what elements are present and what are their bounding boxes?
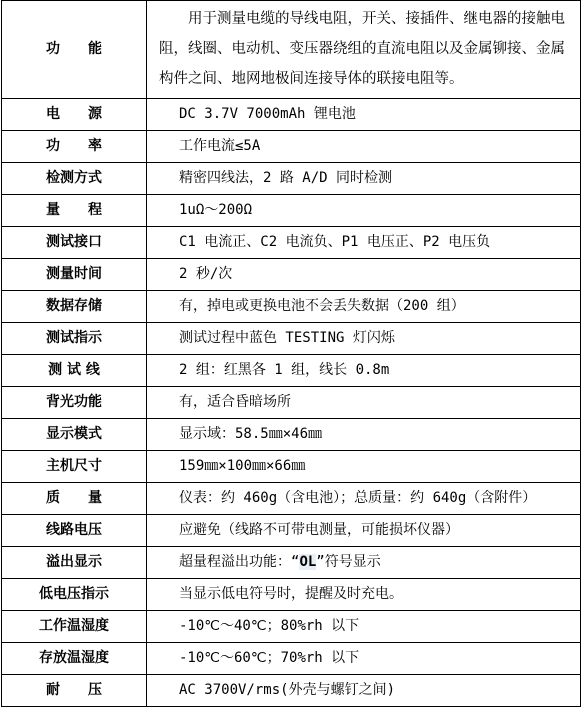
table-row — [2, 355, 581, 387]
row-label: 数据存储 — [2, 291, 147, 323]
table-row — [2, 643, 581, 675]
table-row — [2, 611, 581, 643]
table-row — [2, 515, 581, 547]
ol-symbol: OL — [299, 554, 317, 570]
overflow-text-pre: 超量程溢出功能：“ — [179, 554, 300, 570]
row-label: 主机尺寸 — [2, 451, 147, 483]
row-label: 测试接口 — [2, 227, 147, 259]
table-row — [2, 291, 581, 323]
table-row — [2, 195, 581, 227]
table-row — [2, 131, 581, 163]
row-label: 电 源 — [2, 99, 147, 131]
row-value: 1uΩ～200Ω — [147, 195, 581, 227]
row-label: 测 试 线 — [2, 355, 147, 387]
row-value: 应避免（线路不可带电测量，可能损坏仪器） — [147, 515, 581, 547]
row-value: -10℃～60℃；70%rh 以下 — [147, 643, 581, 675]
row-value: 工作电流≤5A — [147, 131, 581, 163]
table-row — [2, 579, 581, 611]
row-label: 低电压指示 — [2, 579, 147, 611]
table-row — [2, 1, 581, 99]
row-value: C1 电流正、C2 电流负、P1 电压正、P2 电压负 — [147, 227, 581, 259]
row-label: 存放温湿度 — [2, 643, 147, 675]
row-value: 精密四线法，2 路 A/D 同时检测 — [147, 163, 581, 195]
row-value: DC 3.7V 7000mAh 锂电池 — [147, 99, 581, 131]
table-row — [2, 387, 581, 419]
table-row — [2, 323, 581, 355]
row-value: -10℃～40℃；80%rh 以下 — [147, 611, 581, 643]
row-label: 线路电压 — [2, 515, 147, 547]
row-label: 检测方式 — [2, 163, 147, 195]
row-label: 背光功能 — [2, 387, 147, 419]
row-value: 159㎜×100㎜×66㎜ — [147, 451, 581, 483]
spec-table — [1, 0, 581, 707]
row-value: 有，掉电或更换电池不会丢失数据（200 组） — [147, 291, 581, 323]
row-label: 功 率 — [2, 131, 147, 163]
row-value: AC 3700V/rms(外壳与螺钉之间) — [147, 675, 581, 707]
row-label: 测试指示 — [2, 323, 147, 355]
table-row — [2, 547, 581, 579]
row-label: 耐 压 — [2, 675, 147, 707]
overflow-text-post: ”符号显示 — [316, 554, 381, 570]
table-row — [2, 259, 581, 291]
table-row — [2, 227, 581, 259]
table-row — [2, 675, 581, 707]
row-value: 2 秒/次 — [147, 259, 581, 291]
row-value: 测试过程中蓝色 TESTING 灯闪烁 — [147, 323, 581, 355]
table-row — [2, 419, 581, 451]
table-row — [2, 483, 581, 515]
row-value: 2 组：红黑各 1 组，线长 0.8m — [147, 355, 581, 387]
row-label: 溢出显示 — [2, 547, 147, 579]
row-label: 质 量 — [2, 483, 147, 515]
row-label: 工作温湿度 — [2, 611, 147, 643]
table-row — [2, 99, 581, 131]
row-value: 当显示低电符号时，提醒及时充电。 — [147, 579, 581, 611]
row-label: 量 程 — [2, 195, 147, 227]
row-value: 有，适合昏暗场所 — [147, 387, 581, 419]
row-value: 显示域：58.5㎜×46㎜ — [147, 419, 581, 451]
row-value — [147, 547, 581, 579]
row-label: 功 能 — [2, 1, 147, 99]
row-value: 仪表：约 460g（含电池）；总质量：约 640g（含附件） — [147, 483, 581, 515]
row-label: 显示模式 — [2, 419, 147, 451]
table-row — [2, 451, 581, 483]
table-row — [2, 163, 581, 195]
row-value: 用于测量电缆的导线电阻，开关、接插件、继电器的接触电阻，线圈、电动机、变压器绕组的直流电阻以及金属铆接、金属构件之间、地网地极间连接导体的联接电阻等。 — [147, 1, 581, 99]
row-label: 测量时间 — [2, 259, 147, 291]
